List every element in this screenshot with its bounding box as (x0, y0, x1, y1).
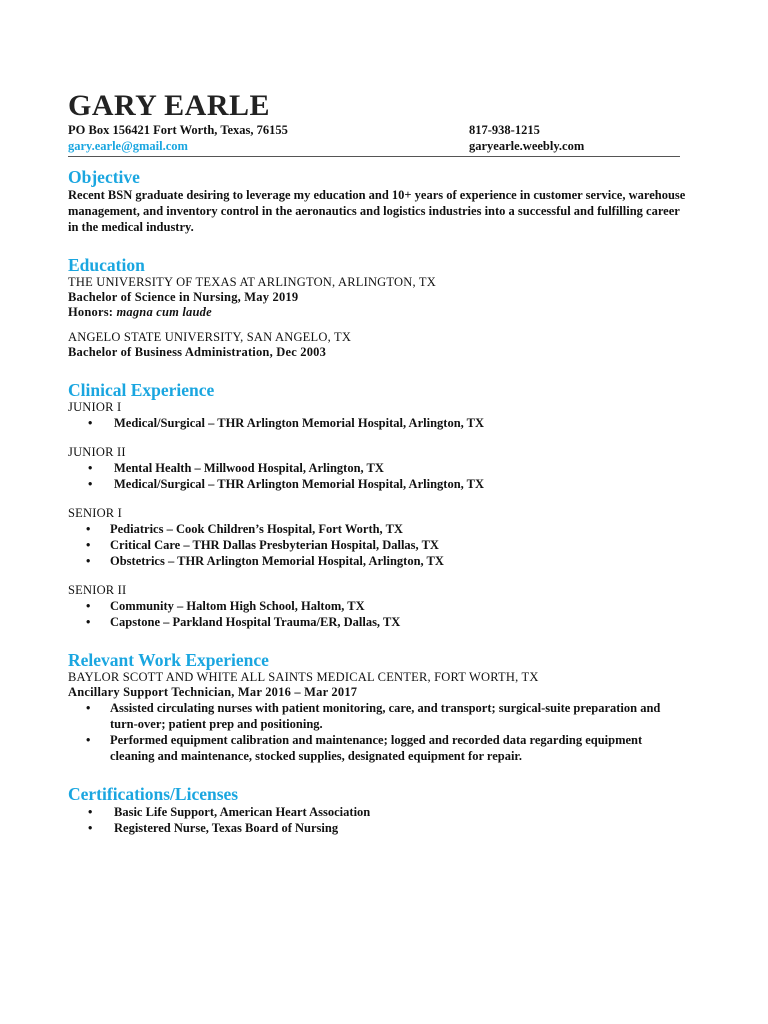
clinical-group-label: SENIOR II (68, 583, 127, 597)
bullet-icon: • (88, 805, 93, 819)
bullet-icon: • (86, 733, 91, 747)
bullet-icon: • (86, 615, 91, 629)
resume-page (68, 88, 688, 836)
list-item: • Critical Care – THR Dallas Presbyterian Hospital, Dallas, TX (86, 538, 439, 552)
work-list (68, 700, 688, 764)
list-item: • Medical/Surgical – THR Arlington Memorial Hospital, Arlington, TX (88, 416, 485, 430)
education-section (68, 255, 688, 360)
list-item: • Assisted circulating nurses with patient monitoring, care, and transport; surgical-suite preparation and turn-over; patient prep and positioning. (86, 701, 661, 731)
school-name: ANGELO STATE UNIVERSITY, SAN ANGELO, TX (68, 330, 352, 344)
resume-name (68, 88, 688, 124)
work-section (68, 650, 688, 764)
degree: Bachelor of Science in Nursing, May 2019 (68, 290, 299, 304)
objective-section (68, 167, 688, 235)
bullet-icon: • (88, 477, 93, 491)
certs-section (68, 784, 688, 836)
honors-value: magna cum laude (116, 305, 212, 319)
list-item: • Registered Nurse, Texas Board of Nursing (88, 821, 339, 835)
section-title-objective: Objective (68, 167, 140, 187)
bullet-icon: • (88, 461, 93, 475)
clinical-section (68, 380, 688, 630)
contact-block (68, 122, 688, 156)
clinical-group-label: JUNIOR I (68, 400, 122, 414)
address: PO Box 156421 Fort Worth, Texas, 76155 (68, 123, 288, 137)
phone: 817-938-1215 (469, 123, 540, 137)
bullet-icon: • (88, 821, 93, 835)
last-name: EARLE (164, 89, 271, 122)
clinical-list (68, 460, 688, 492)
honors (68, 305, 688, 320)
bullet-icon: • (88, 416, 93, 430)
job-role: Ancillary Support Technician, Mar 2016 – Mar 2017 (68, 685, 358, 699)
degree: Bachelor of Business Administration, Dec 2003 (68, 345, 327, 359)
website-link[interactable]: garyearle.weebly.com (469, 139, 585, 153)
clinical-group-label: JUNIOR II (68, 445, 126, 459)
bullet-icon: • (86, 522, 91, 536)
clinical-list (68, 415, 688, 431)
list-item: • Community – Haltom High School, Haltom, TX (86, 599, 365, 613)
honors-label: Honors: (68, 305, 114, 319)
bullet-icon: • (86, 538, 91, 552)
clinical-group-label: SENIOR I (68, 506, 123, 520)
section-title-work: Relevant Work Experience (68, 650, 269, 670)
section-title-clinical: Clinical Experience (68, 380, 215, 400)
section-title-education: Education (68, 255, 145, 275)
first-name: GARY (68, 89, 157, 122)
clinical-list (68, 598, 688, 630)
list-item: • Performed equipment calibration and maintenance; logged and recorded data regarding equipment cleaning and maintenance, stocked supplies, designated equipment for repair. (86, 733, 643, 763)
employer: BAYLOR SCOTT AND WHITE ALL SAINTS MEDICAL CENTER, FORT WORTH, TX (68, 670, 539, 684)
school-name: THE UNIVERSITY OF TEXAS AT ARLINGTON, ARLINGTON, TX (68, 275, 436, 289)
objective-text: Recent BSN graduate desiring to leverage my education and 10+ years of experience in customer service, warehouse management, and inventory control in the aeronautics and logistics industries into a successful and fulfilling career in the medical industry. (68, 188, 686, 234)
list-item: • Basic Life Support, American Heart Association (88, 805, 371, 819)
list-item: • Obstetrics – THR Arlington Memorial Hospital, Arlington, TX (86, 554, 444, 568)
bullet-icon: • (86, 701, 91, 715)
list-item: • Medical/Surgical – THR Arlington Memorial Hospital, Arlington, TX (88, 477, 485, 491)
email-link[interactable]: gary.earle@gmail.com (68, 139, 188, 153)
list-item: • Capstone – Parkland Hospital Trauma/ER, Dallas, TX (86, 615, 401, 629)
clinical-list (68, 521, 688, 569)
list-item: • Mental Health – Millwood Hospital, Arlington, TX (88, 461, 384, 475)
certs-list (68, 804, 688, 836)
section-title-certs: Certifications/Licenses (68, 784, 239, 804)
bullet-icon: • (86, 554, 91, 568)
list-item: • Pediatrics – Cook Children’s Hospital, Fort Worth, TX (86, 522, 403, 536)
bullet-icon: • (86, 599, 91, 613)
